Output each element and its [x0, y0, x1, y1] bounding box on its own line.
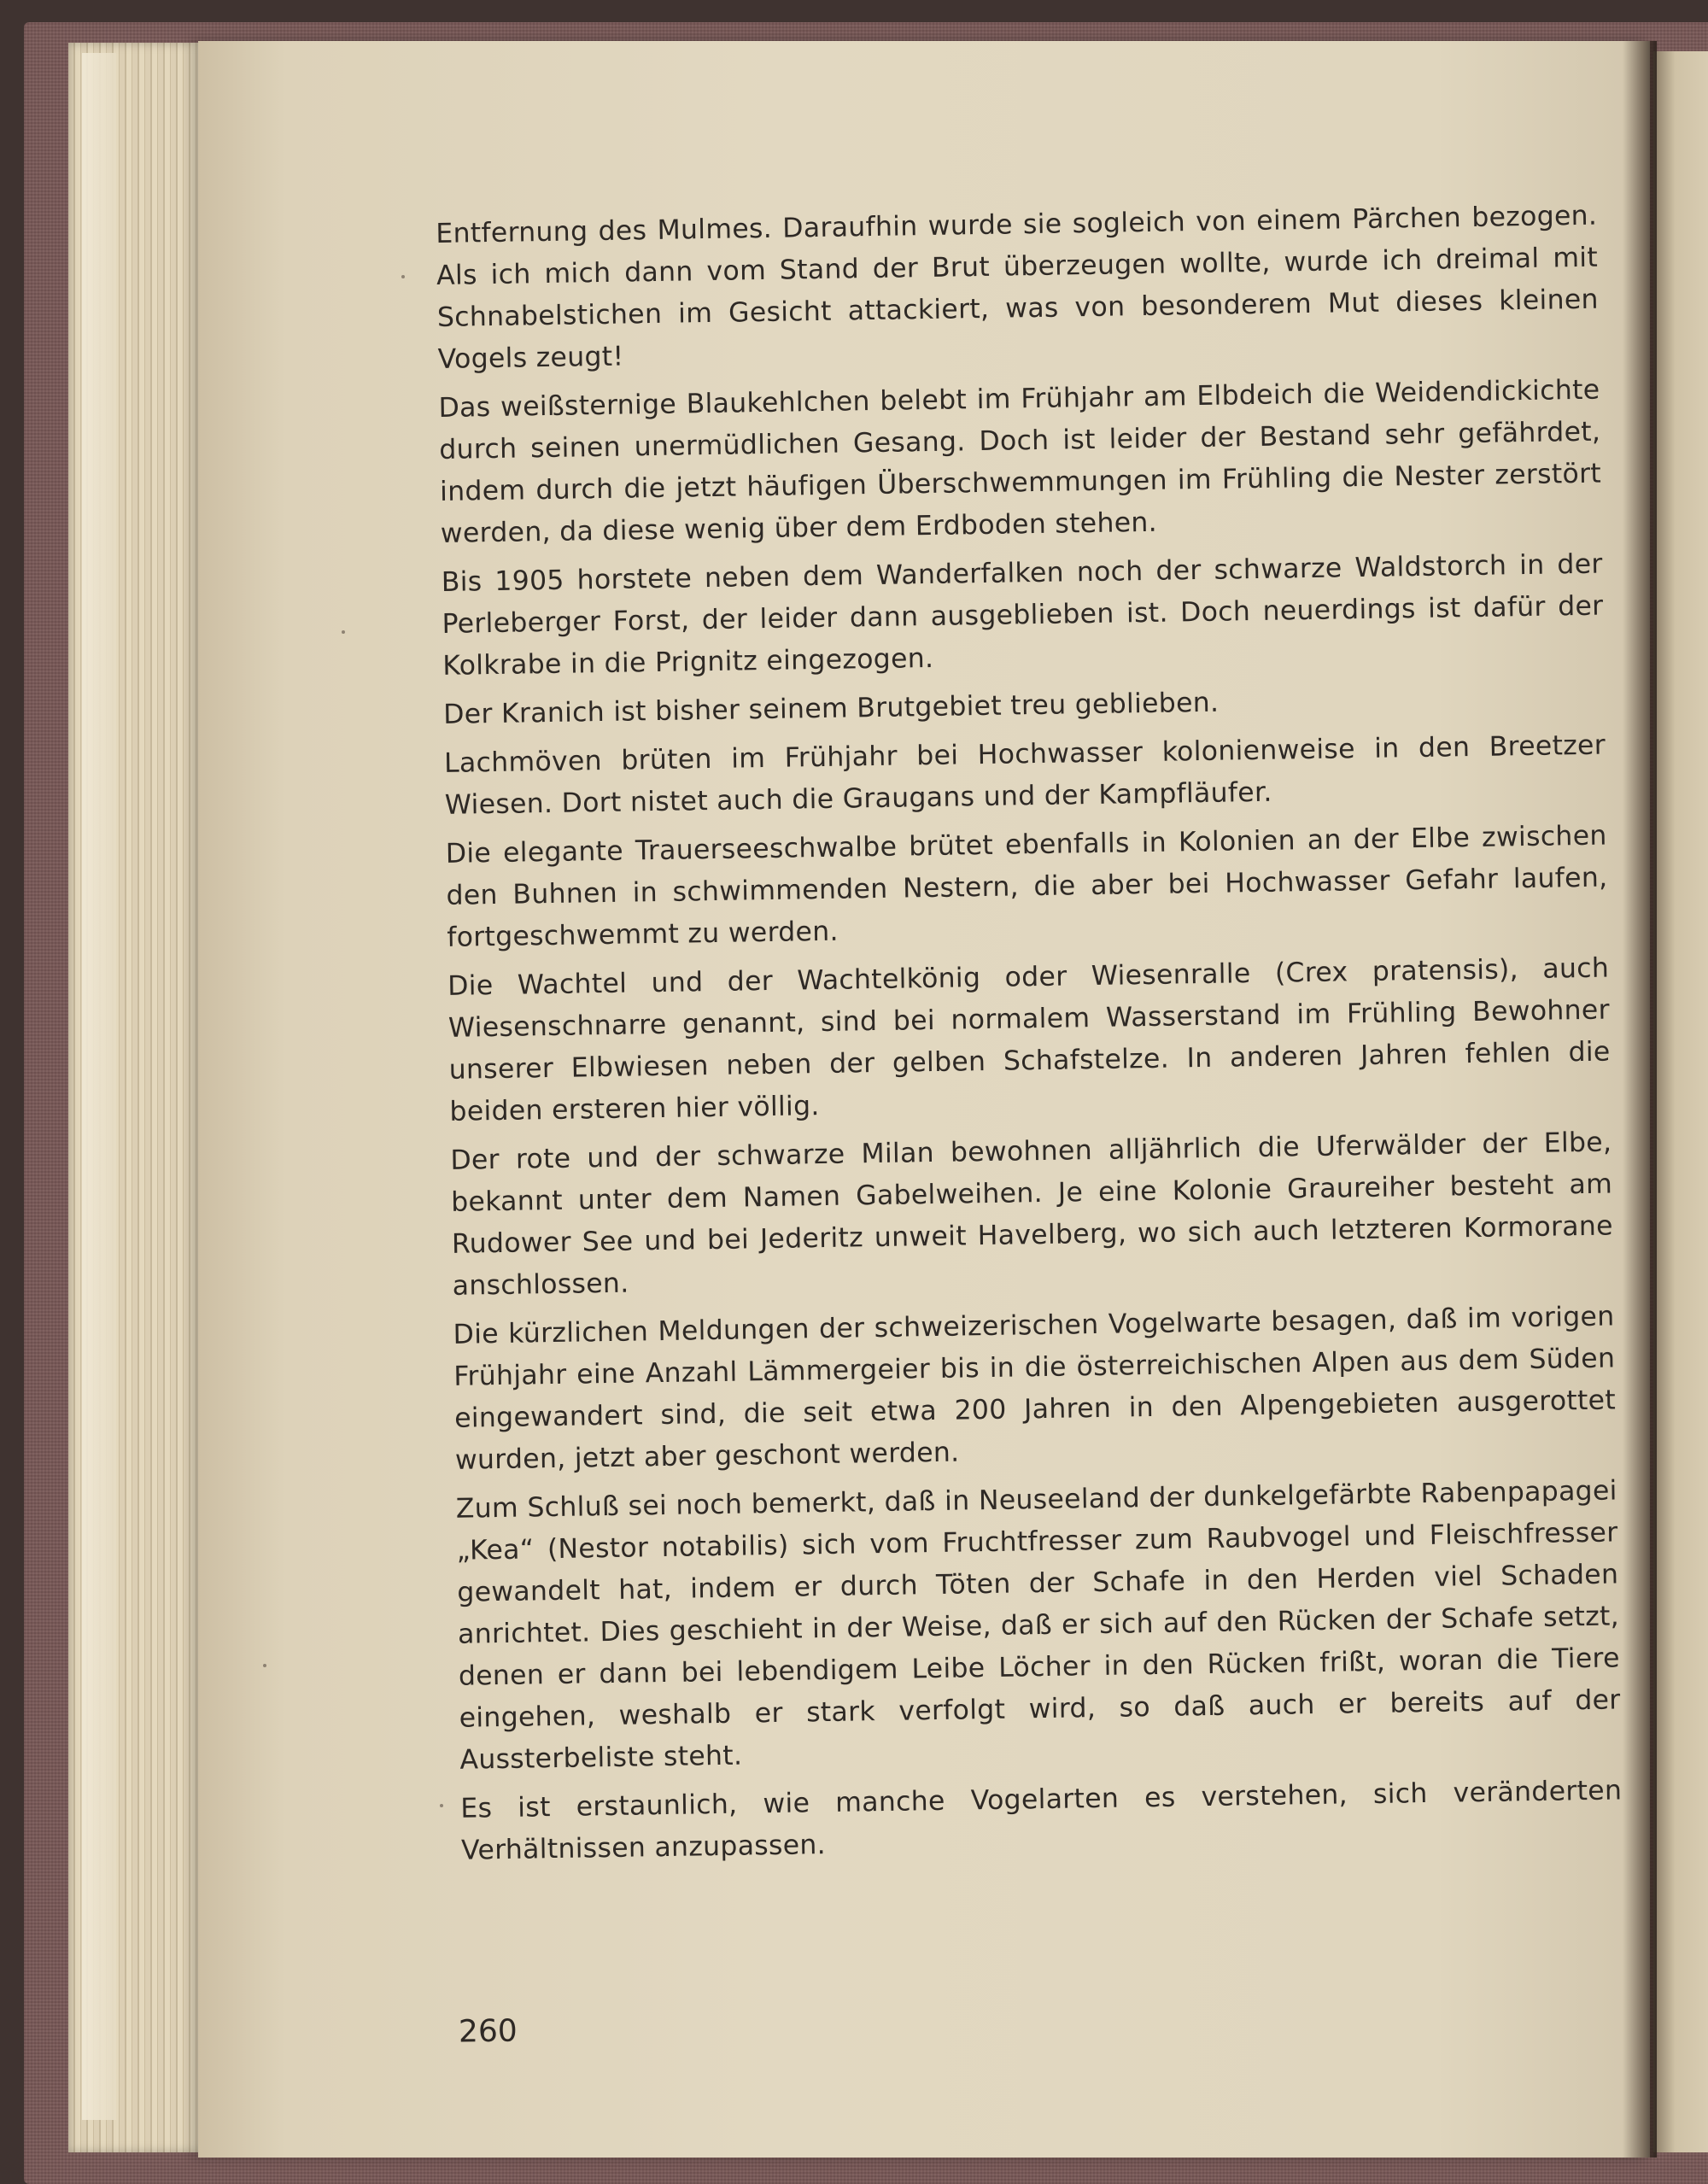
paper-speck — [342, 630, 345, 634]
paragraph: Zum Schluß sei noch bemerkt, daß in Neuseeland der dunkelgefärbte Rabenpapagei „Kea“ (Nestor notabilis) sich vom Fruchtfresser zum Raubvogel und Fleischfresser gewandelt hat, indem er durch Töten der Schafe in den Herden viel Schaden anrichtet. Dies geschieht in der Weise, daß er sich auf den Rücken der Schafe setzt, denen er dann bei lebendigem Leibe Löcher in den Rücken frißt, woran die Tiere eingehen, weshalb er stark verfolgt wird, so daß auch er bereits auf der Aussterbeliste steht. — [455, 1475, 1621, 1776]
paper-speck — [401, 275, 405, 278]
facing-page — [1653, 51, 1708, 2152]
paragraph: Der Kranich ist bisher seinem Brutgebiet treu geblieben. — [442, 687, 1220, 730]
gutter-shadow — [1623, 41, 1657, 2158]
body-text — [436, 196, 1623, 1879]
paragraph: Das weißsternige Blaukehlchen belebt im Frühjahr am Elbdeich die Weidendickichte durch seinen unermüdlichen Gesang. Doch ist leider der Bestand sehr gefährdet, indem durch die jetzt häufigen Überschwemmungen im Frühling die Nester zerstört werden, da diese wenig über dem Erdboden stehen. — [438, 374, 1602, 549]
paper-speck — [440, 1804, 443, 1807]
paragraph: Der rote und der schwarze Milan bewohnen alljährlich die Uferwälder der Elbe, bekannt unter dem Namen Gabelweihen. Je eine Kolonie Graureiher besteht am Rudower See und bei Jederitz unweit Havelberg, wo sich auch letzteren Kormorane anschlossen. — [450, 1127, 1614, 1302]
paragraph: Es ist erstaunlich, wie manche Vogelarten es verstehen, sich veränderten Verhältnissen anzupassen. — [460, 1775, 1623, 1866]
paper-speck — [263, 1664, 266, 1667]
paragraph: Lachmöven brüten im Frühjahr bei Hochwasser kolonienweise in den Breetzer Wiesen. Dort nistet auch die Graugans und der Kampfläufer. — [443, 729, 1606, 821]
paragraph: Die elegante Trauerseeschwalbe brütet ebenfalls in Kolonien an der Elbe zwischen den Buhnen in schwimmenden Nestern, die aber bei Hochwasser Gefahr laufen, fortgeschwemmt zu werden. — [445, 820, 1608, 953]
page-number: 260 — [458, 2013, 518, 2050]
paragraph: Entfernung des Mulmes. Daraufhin wurde sie sogleich von einem Pärchen bezogen. Als ich mich dann vom Stand der Brut überzeugen wollte, wurde ich dreimal mit Schnabelstichen im Gesicht attackiert, was von besonderem Mut dieses kleinen Vogels zeugt! — [436, 200, 1600, 375]
paragraph: Die Wachtel und der Wachtelkönig oder Wiesenralle (Crex pratensis), auch Wiesenschnarre genannt, sind bei normalem Wasserstand im Frühling Bewohner unserer Elbwiesen neben der gelben Schafstelze. In anderen Jahren fehlen die beiden ersteren hier völlig. — [447, 952, 1611, 1127]
page-edges-highlight — [82, 53, 116, 2120]
paragraph: Die kürzlichen Meldungen der schweizerischen Vogelwarte besagen, daß im vorigen Frühjahr eine Anzahl Lämmergeier bis in die österreichischen Alpen aus dem Süden eingewandert sind, die seit etwa 200 Jahren in den Alpengebieten ausgerottet wurden, jetzt aber geschont werden. — [453, 1301, 1617, 1476]
paragraph: Bis 1905 horstete neben dem Wanderfalken noch der schwarze Waldstorch in der Perleberger Forst, der leider dann ausgeblieben ist. Doch neuerdings ist dafür der Kolkrabe in die Prignitz eingezogen. — [441, 548, 1604, 682]
